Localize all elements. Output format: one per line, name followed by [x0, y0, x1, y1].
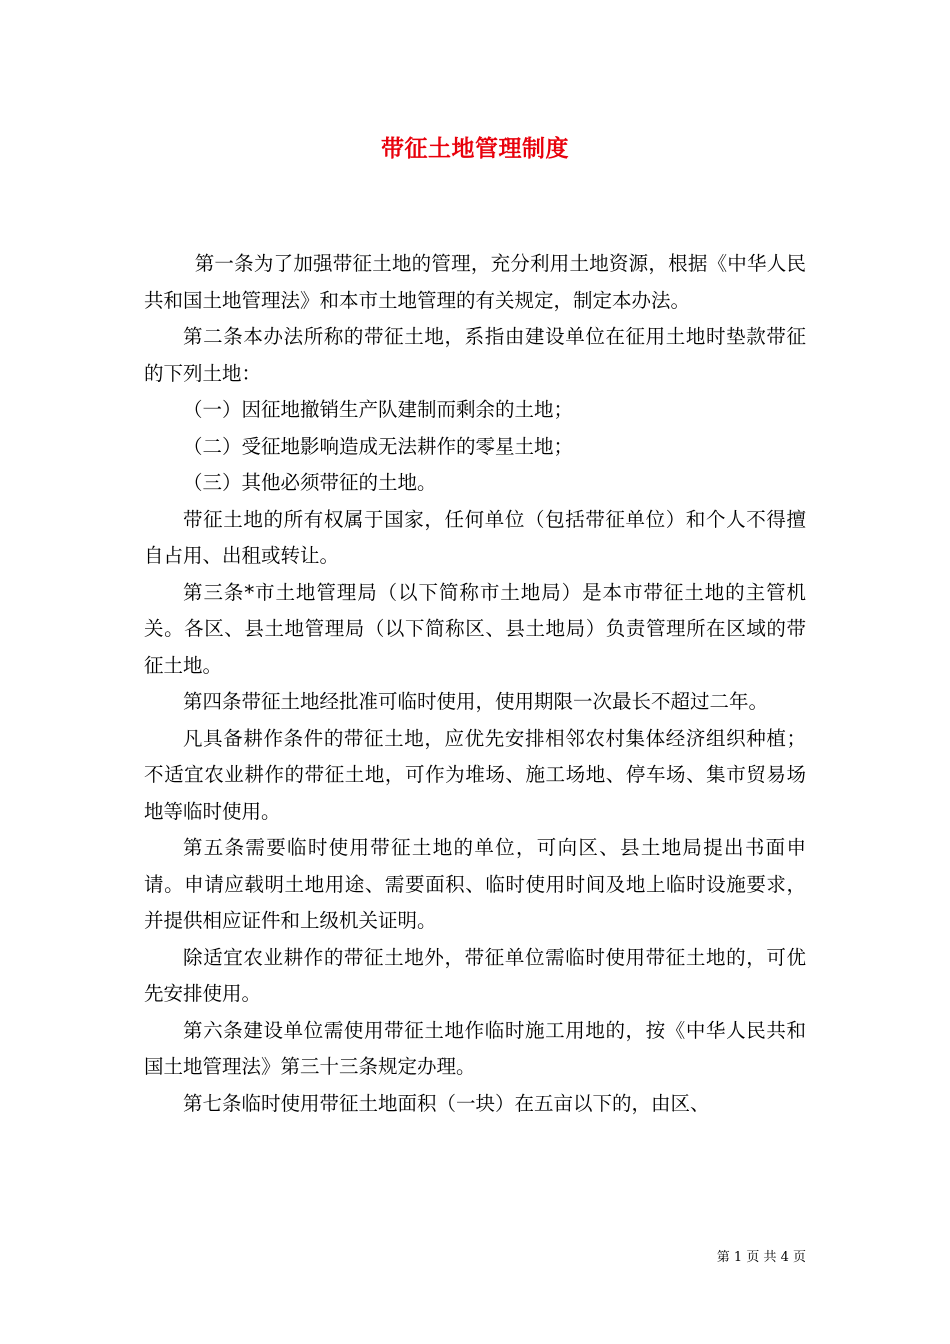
document-body [144, 246, 806, 1122]
page-number: 第 1 页 共 4 页 [716, 1250, 806, 1265]
paragraph-item-2: （二）受征地影响造成无法耕作的零星土地； [183, 434, 574, 458]
paragraph-ownership: 带征土地的所有权属于国家，任何单位（包括带征单位）和个人不得擅自占用、出租或转让。 [144, 507, 806, 567]
paragraph-item-1: （一）因征地撤销生产队建制而剩余的土地； [183, 398, 574, 421]
paragraph-article-4-detail: 凡具备耕作条件的带征土地，应优先安排相邻农村集体经济组织种植；不适宜农业耕作的带征土地，可作为堆场、施工场地、停车场、集市贸易场地等临时使用。 [144, 726, 806, 823]
paragraph-article-5: 第五条需要临时使用带征土地的单位，可向区、县土地局提出书面申请。申请应载明土地用途、需要面积、临时使用时间及地上临时设施要求，并提供相应证件和上级机关证明。 [144, 836, 806, 932]
paragraph-article-4: 第四条带征土地经批准可临时使用，使用期限一次最长不超过二年。 [183, 690, 769, 713]
paragraph-article-7: 第七条临时使用带征土地面积（一块）在五亩以下的，由区、 [183, 1091, 710, 1115]
paragraph-item-3: （三）其他必须带征的土地。 [183, 471, 437, 494]
paragraph-article-1: 第一条为了加强带征土地的管理，充分利用土地资源，根据《中华人民共和国土地管理法》和本市土地管理的有关规定，制定本办法。 [144, 252, 806, 312]
paragraph-article-5-detail: 除适宜农业耕作的带征土地外，带征单位需临时使用带征土地的，可优先安排使用。 [144, 945, 806, 1005]
paragraph-article-6: 第六条建设单位需使用带征土地作临时施工用地的，按《中华人民共和国土地管理法》第三十三条规定办理。 [144, 1018, 806, 1078]
paragraph-article-2: 第二条本办法所称的带征土地，系指由建设单位在征用土地时垫款带征的下列土地： [144, 325, 806, 385]
document-title: 带征土地管理制度 [381, 135, 569, 162]
paragraph-article-3: 第三条*市土地管理局（以下简称市土地局）是本市带征土地的主管机关。各区、县土地管理局（以下简称区、县土地局）负责管理所在区域的带征土地。 [144, 580, 806, 677]
